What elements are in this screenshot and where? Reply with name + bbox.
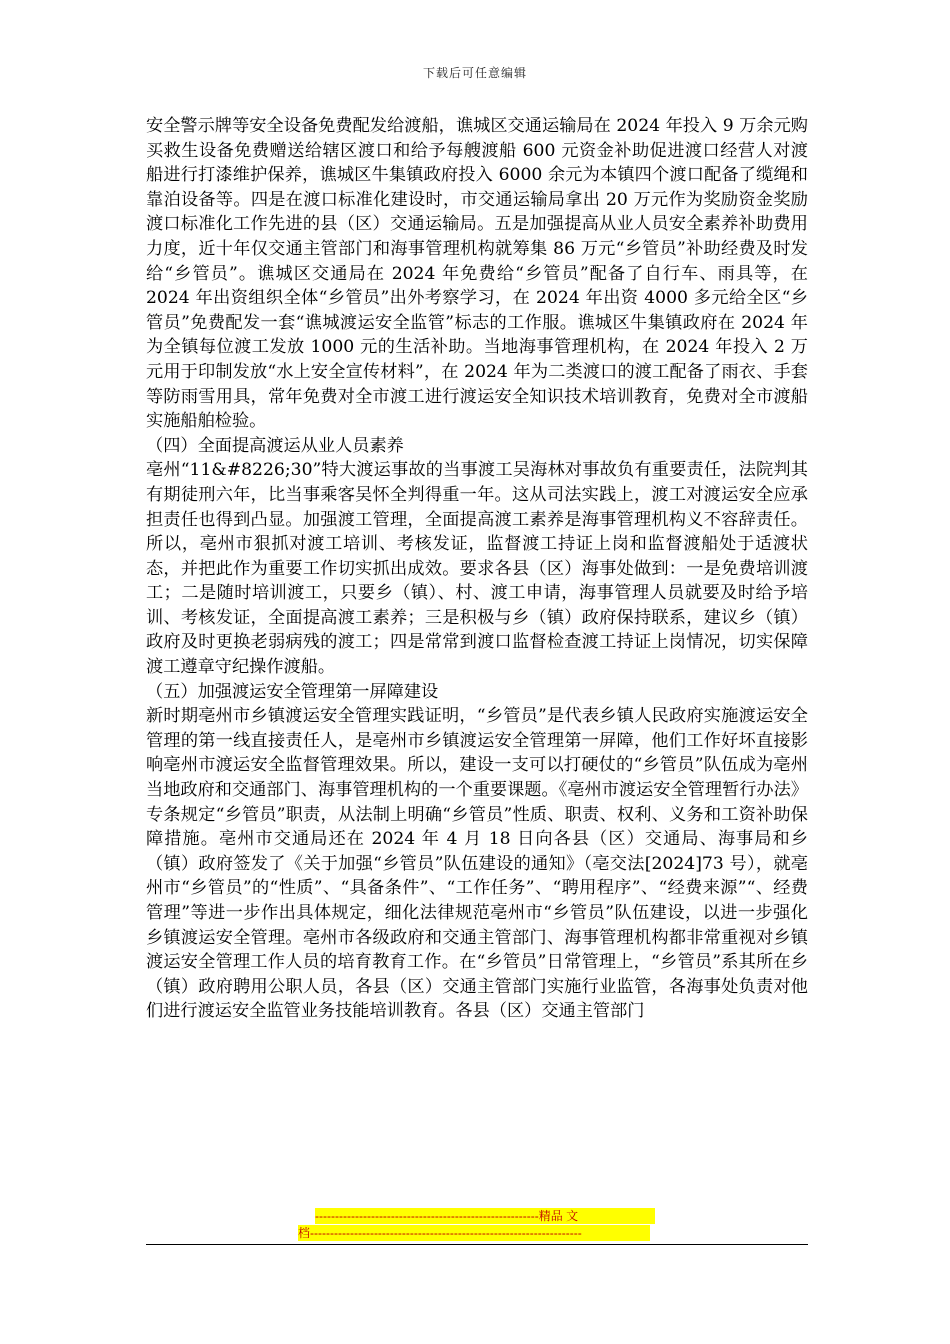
- footer-divider: [146, 1244, 808, 1245]
- footer-watermark-line: --------------------------------------------------------精品 文: [315, 1208, 655, 1224]
- document-body: [146, 114, 808, 1024]
- body-paragraph: 亳州“11&#8226;30”特大渡运事故的当事渡工吴海林对事故负有重要责任，法院判其有期徒刑六年，比当事乘客吴怀全判得重一年。这从司法实践上，渡工对渡运安全应承担责任也得到凸显。加强渡工管理，全面提高渡工素养是海事管理机构义不容辞责任。所以，亳州市狠抓对渡工培训、考核发证，监督渡工持证上岗和监督渡船处于适渡状态，并把此作为重要工作切实抓出成效。要求各县（区）海事处做到：一是免费培训渡工；二是随时培训渡工，只要乡（镇）、村、渡工申请，海事管理人员就要及时给予培训、考核发证，全面提高渡工素养；三是积极与乡（镇）政府保持联系，建议乡（镇）政府及时更换老弱病残的渡工；四是常常到渡口监督检查渡工持证上岗情况，切实保障渡工遵章守纪操作渡船。: [146, 460, 808, 678]
- body-paragraph: 新时期亳州市乡镇渡运安全管理实践证明，“乡管员”是代表乡镇人民政府实施渡运安全管理的第一线直接责任人，是亳州市乡镇渡运安全管理第一屏障，他们工作好坏直接影响亳州市渡运安全监督管理效果。所以，建设一支可以打硬仗的“乡管员”队伍成为亳州当地政府和交通部门、海事管理机构的一个重要课题。《亳州市渡运安全管理暂行办法》专条规定“乡管员”职责，从法制上明确“乡管员”性质、职责、权利、义务和工资补助保障措施。亳州市交通局还在 2024 年 4 月 18 日向各县（区）交通局、海事局和乡（镇）政府签发了《关于加强“乡管员”队伍建设的通知》（亳交法[2024]73 号），就亳州市“乡管员”的“性质”、“具备条件”、“工作任务”、“聘用程序”、“经费来源”“、经费管理”等进一步作出具体规定，细化法律规范亳州市“乡管员”队伍建设，以进一步强化乡镇渡运安全管理。亳州市各级政府和交通主管部门、海事管理机构都非常重视对乡镇渡运安全管理工作人员的培育教育工作。在“乡管员”日常管理上，“乡管员”系其所在乡（镇）政府聘用公职人员，各县（区）交通主管部门实施行业监管，各海事处负责对他们进行渡运安全监管业务技能培训教育。各县（区）交通主管部门: [146, 706, 808, 1022]
- section-heading: （四）全面提高渡运从业人员素养: [146, 435, 404, 456]
- footer-watermark-line: 档--------------------------------------------------------------------: [298, 1225, 650, 1241]
- body-paragraph: 安全警示牌等安全设备免费配发给渡船，谯城区交通运输局在 2024 年投入 9 万余元购买救生设备免费赠送给辖区渡口和给予每艘渡船 600 元资金补助促进渡口经营人对渡船进行打漆维护保养，谯城区牛集镇政府投入 6000 余元为本镇四个渡口配备了缆绳和靠泊设备等。四是在渡口标准化建设时，市交通运输局拿出 20 万元作为奖励资金奖励渡口标准化工作先进的县（区）交通运输局。五是加强提高从业人员安全素养补助费用力度，近十年仅交通主管部门和海事管理机构就筹集 86 万元“乡管员”补助经费及时发给“乡管员”。谯城区交通局在 2024 年免费给“乡管员”配备了自行车、雨具等，在 2024 年出资组织全体“乡管员”出外考察学习，在 2024 年出资 4000 多元给全区“乡管员”免费配发一套“谯城渡运安全监管”标志的工作服。谯城区牛集镇政府在 2024 年为全镇每位渡工发放 1000 元的生活补助。当地海事管理机构，在 2024 年投入 2 万元用于印制发放“水上安全宣传材料”，在 2024 年为二类渡口的渡工配备了雨衣、手套等防雨雪用具，常年免费对全市渡工进行渡运安全知识技术培训教育，免费对全市渡船实施船舶检验。: [146, 116, 808, 432]
- section-heading: （五）加强渡运安全管理第一屏障建设: [146, 681, 439, 702]
- page-header: 下载后可任意编辑: [422, 66, 527, 80]
